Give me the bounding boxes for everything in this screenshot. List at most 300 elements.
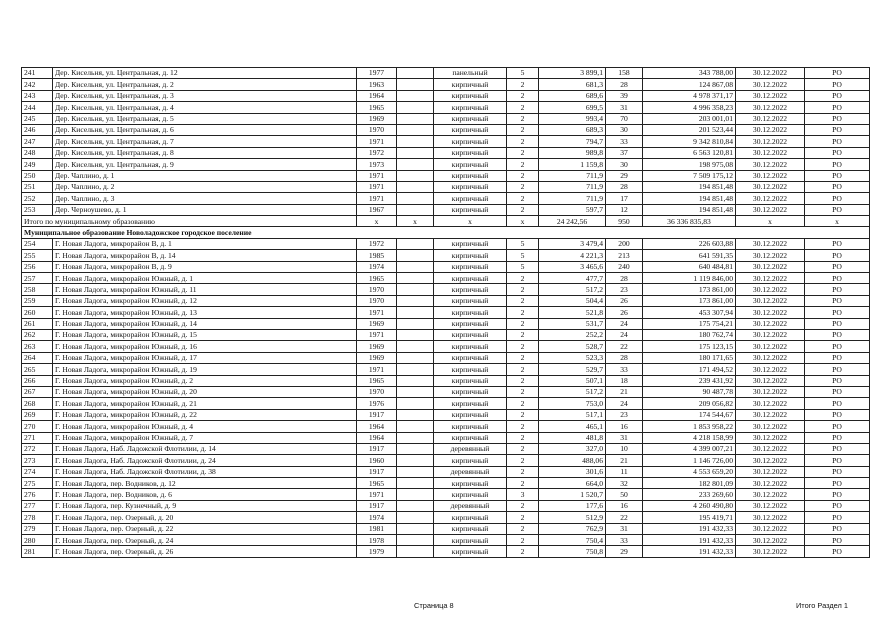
address-cell: Г. Новая Ладога, Наб. Ладожской Флотилии, д. 24 [53,455,357,466]
year-commissioned-cell [397,455,434,466]
floors-cell: 2 [507,500,539,511]
floors-cell: 2 [507,455,539,466]
year-commissioned-cell [397,307,434,318]
method-cell: РО [805,124,870,135]
row-number-cell: 270 [22,421,53,432]
subtotal-residents: 950 [606,216,643,227]
total-area-cell: 517,1 [539,409,606,420]
year-commissioned-cell [397,341,434,352]
year-built-cell: 1971 [357,307,397,318]
year-commissioned-cell [397,284,434,295]
wall-material-cell: кирпичный [434,512,507,523]
address-cell: Дер. Кисельня, ул. Центральная, д. 7 [53,136,357,147]
floors-cell: 2 [507,273,539,284]
wall-material-cell: деревянный [434,443,507,454]
table-row [22,466,870,477]
year-commissioned-cell [397,364,434,375]
table-row [22,500,870,511]
address-cell: Г. Новая Ладога, микрорайон Южный, д. 17 [53,352,357,363]
year-built-cell: 1969 [357,352,397,363]
total-area-cell: 597,7 [539,204,606,215]
method-cell: РО [805,443,870,454]
method-cell: РО [805,68,870,79]
section-header-row [22,227,870,238]
year-built-cell: 1969 [357,318,397,329]
table-row [22,295,870,306]
floors-cell: 2 [507,181,539,192]
address-cell: Г. Новая Ладога, микрорайон Южный, д. 2 [53,375,357,386]
planned-date-cell: 30.12.2022 [736,238,805,249]
residents-cell: 26 [606,295,643,306]
floors-cell: 2 [507,159,539,170]
year-commissioned-cell [397,523,434,534]
wall-material-cell: кирпичный [434,79,507,90]
estimated-cost-cell: 191 432,33 [643,546,736,557]
year-built-cell: 1969 [357,113,397,124]
year-built-cell: 1960 [357,455,397,466]
estimated-cost-cell: 239 431,92 [643,375,736,386]
year-commissioned-cell [397,68,434,79]
address-cell: Г. Новая Ладога, микрорайон Южный, д. 11 [53,284,357,295]
total-area-cell: 993,4 [539,113,606,124]
wall-material-cell: кирпичный [434,159,507,170]
table-row [22,523,870,534]
floors-cell: 5 [507,68,539,79]
wall-material-cell: кирпичный [434,455,507,466]
year-commissioned-cell [397,398,434,409]
wall-material-cell: кирпичный [434,204,507,215]
floors-cell: 2 [507,341,539,352]
total-area-cell: 488,06 [539,455,606,466]
planned-date-cell: 30.12.2022 [736,284,805,295]
table-row [22,147,870,158]
row-number-cell: 244 [22,102,53,113]
residents-cell: 26 [606,307,643,318]
total-area-cell: 531,7 [539,318,606,329]
planned-date-cell: 30.12.2022 [736,489,805,500]
table-row [22,113,870,124]
floors-cell: 2 [507,546,539,557]
row-number-cell: 251 [22,181,53,192]
register-sheet [21,67,869,558]
method-cell: РО [805,238,870,249]
wall-material-cell: кирпичный [434,181,507,192]
wall-material-cell: кирпичный [434,261,507,272]
table-row [22,136,870,147]
floors-cell: 2 [507,136,539,147]
method-cell: РО [805,398,870,409]
year-built-cell: 1971 [357,170,397,181]
estimated-cost-cell: 191 432,33 [643,535,736,546]
row-number-cell: 252 [22,193,53,204]
row-number-cell: 269 [22,409,53,420]
address-cell: Г. Новая Ладога, пер. Озерный, д. 20 [53,512,357,523]
method-cell: РО [805,147,870,158]
total-area-cell: 711,9 [539,181,606,192]
method-cell: РО [805,159,870,170]
total-area-cell: 3 899,1 [539,68,606,79]
planned-date-cell: 30.12.2022 [736,159,805,170]
total-area-cell: 699,5 [539,102,606,113]
wall-material-cell: кирпичный [434,250,507,261]
address-cell: Г. Новая Ладога, микрорайон Южный, д. 12 [53,295,357,306]
year-built-cell: 1917 [357,409,397,420]
method-cell: РО [805,364,870,375]
residents-cell: 21 [606,386,643,397]
subtotal-cell: х [357,216,397,227]
table-body-top [22,68,870,216]
subtotal-label: Итого по муниципальному образованию [22,216,357,227]
residents-cell: 70 [606,113,643,124]
year-commissioned-cell [397,386,434,397]
address-cell: Дер. Черноушево, д. 1 [53,204,357,215]
residents-cell: 28 [606,352,643,363]
planned-date-cell: 30.12.2022 [736,466,805,477]
row-number-cell: 242 [22,79,53,90]
subtotal-cell: х [805,216,870,227]
estimated-cost-cell: 4 553 659,20 [643,466,736,477]
estimated-cost-cell: 343 788,00 [643,68,736,79]
address-cell: Г. Новая Ладога, пер. Озерный, д. 22 [53,523,357,534]
table-row [22,170,870,181]
year-built-cell: 1981 [357,523,397,534]
estimated-cost-cell: 175 123,15 [643,341,736,352]
floors-cell: 2 [507,409,539,420]
year-built-cell: 1971 [357,489,397,500]
planned-date-cell: 30.12.2022 [736,341,805,352]
planned-date-cell: 30.12.2022 [736,478,805,489]
method-cell: РО [805,250,870,261]
floors-cell: 2 [507,466,539,477]
estimated-cost-cell: 6 563 120,81 [643,147,736,158]
floors-cell: 2 [507,318,539,329]
row-number-cell: 246 [22,124,53,135]
wall-material-cell: кирпичный [434,478,507,489]
estimated-cost-cell: 194 851,48 [643,204,736,215]
residents-cell: 30 [606,159,643,170]
planned-date-cell: 30.12.2022 [736,181,805,192]
floors-cell: 2 [507,147,539,158]
method-cell: РО [805,341,870,352]
residents-cell: 31 [606,102,643,113]
floors-cell: 5 [507,261,539,272]
year-built-cell: 1917 [357,466,397,477]
residents-cell: 33 [606,136,643,147]
year-commissioned-cell [397,489,434,500]
planned-date-cell: 30.12.2022 [736,364,805,375]
row-number-cell: 241 [22,68,53,79]
year-built-cell: 1972 [357,147,397,158]
wall-material-cell: кирпичный [434,170,507,181]
estimated-cost-cell: 1 853 958,22 [643,421,736,432]
row-number-cell: 247 [22,136,53,147]
row-number-cell: 277 [22,500,53,511]
year-commissioned-cell [397,466,434,477]
total-area-cell: 989,8 [539,147,606,158]
address-cell: Г. Новая Ладога, пер. Озерный, д. 24 [53,535,357,546]
residents-cell: 29 [606,546,643,557]
estimated-cost-cell: 180 171,65 [643,352,736,363]
total-area-cell: 517,2 [539,386,606,397]
floors-cell: 2 [507,352,539,363]
address-cell: Г. Новая Ладога, микрорайон В, д. 14 [53,250,357,261]
table-row [22,535,870,546]
total-area-cell: 301,6 [539,466,606,477]
year-built-cell: 1974 [357,512,397,523]
method-cell: РО [805,295,870,306]
total-area-cell: 689,3 [539,124,606,135]
row-number-cell: 274 [22,466,53,477]
residents-cell: 200 [606,238,643,249]
estimated-cost-cell: 4 218 158,99 [643,432,736,443]
table-row [22,443,870,454]
year-built-cell: 1917 [357,500,397,511]
floors-cell: 3 [507,489,539,500]
year-built-cell: 1970 [357,295,397,306]
planned-date-cell: 30.12.2022 [736,68,805,79]
planned-date-cell: 30.12.2022 [736,250,805,261]
total-area-cell: 750,4 [539,535,606,546]
wall-material-cell: кирпичный [434,523,507,534]
residents-cell: 29 [606,170,643,181]
row-number-cell: 259 [22,295,53,306]
year-built-cell: 1964 [357,432,397,443]
year-built-cell: 1976 [357,398,397,409]
table-row [22,546,870,557]
subtotal-cell: х [434,216,507,227]
table-row [22,489,870,500]
year-commissioned-cell [397,421,434,432]
page-number: Страница 8 [414,601,454,610]
total-area-cell: 753,0 [539,398,606,409]
method-cell: РО [805,421,870,432]
planned-date-cell: 30.12.2022 [736,295,805,306]
table-row [22,398,870,409]
total-area-cell: 664,0 [539,478,606,489]
method-cell: РО [805,523,870,534]
floors-cell: 2 [507,375,539,386]
estimated-cost-cell: 233 269,60 [643,489,736,500]
year-built-cell: 1965 [357,273,397,284]
floors-cell: 2 [507,523,539,534]
wall-material-cell: деревянный [434,466,507,477]
estimated-cost-cell: 175 754,21 [643,318,736,329]
floors-cell: 2 [507,512,539,523]
floors-cell: 5 [507,238,539,249]
row-number-cell: 260 [22,307,53,318]
planned-date-cell: 30.12.2022 [736,443,805,454]
planned-date-cell: 30.12.2022 [736,512,805,523]
residents-cell: 39 [606,90,643,101]
table-row [22,261,870,272]
residents-cell: 28 [606,181,643,192]
total-area-cell: 711,9 [539,170,606,181]
method-cell: РО [805,273,870,284]
estimated-cost-cell: 640 484,81 [643,261,736,272]
floors-cell: 2 [507,307,539,318]
planned-date-cell: 30.12.2022 [736,432,805,443]
wall-material-cell: кирпичный [434,136,507,147]
floors-cell: 2 [507,421,539,432]
address-cell: Г. Новая Ладога, Наб. Ладожской Флотилии, д. 14 [53,443,357,454]
row-number-cell: 278 [22,512,53,523]
row-number-cell: 272 [22,443,53,454]
subtotal-area: 24 242,56 [539,216,606,227]
address-cell: Г. Новая Ладога, микрорайон В, д. 1 [53,238,357,249]
address-cell: Дер. Кисельня, ул. Центральная, д. 4 [53,102,357,113]
address-cell: Дер. Кисельня, ул. Центральная, д. 2 [53,79,357,90]
year-commissioned-cell [397,90,434,101]
year-built-cell: 1970 [357,386,397,397]
total-area-cell: 512,9 [539,512,606,523]
planned-date-cell: 30.12.2022 [736,136,805,147]
table-row [22,273,870,284]
floors-cell: 2 [507,535,539,546]
address-cell: Дер. Чаплино, д. 2 [53,181,357,192]
method-cell: РО [805,181,870,192]
row-number-cell: 245 [22,113,53,124]
wall-material-cell: кирпичный [434,386,507,397]
subtotal-cell: х [736,216,805,227]
wall-material-cell: кирпичный [434,375,507,386]
estimated-cost-cell: 209 056,82 [643,398,736,409]
estimated-cost-cell: 1 146 726,00 [643,455,736,466]
table-row [22,181,870,192]
row-number-cell: 265 [22,364,53,375]
estimated-cost-cell: 7 509 175,12 [643,170,736,181]
year-commissioned-cell [397,329,434,340]
year-commissioned-cell [397,159,434,170]
wall-material-cell: кирпичный [434,273,507,284]
estimated-cost-cell: 201 523,44 [643,124,736,135]
planned-date-cell: 30.12.2022 [736,204,805,215]
address-cell: Г. Новая Ладога, микрорайон Южный, д. 13 [53,307,357,318]
year-built-cell: 1971 [357,136,397,147]
planned-date-cell: 30.12.2022 [736,500,805,511]
year-commissioned-cell [397,102,434,113]
address-cell: Г. Новая Ладога, микрорайон Южный, д. 7 [53,432,357,443]
row-number-cell: 258 [22,284,53,295]
year-built-cell: 1965 [357,478,397,489]
table-row [22,512,870,523]
address-cell: Г. Новая Ладога, микрорайон Южный, д. 1 [53,273,357,284]
floors-cell: 2 [507,386,539,397]
row-number-cell: 253 [22,204,53,215]
year-built-cell: 1964 [357,90,397,101]
year-built-cell: 1917 [357,443,397,454]
estimated-cost-cell: 194 851,48 [643,181,736,192]
address-cell: Г. Новая Ладога, микрорайон Южный, д. 19 [53,364,357,375]
year-commissioned-cell [397,535,434,546]
method-cell: РО [805,466,870,477]
year-built-cell: 1974 [357,261,397,272]
year-built-cell: 1964 [357,421,397,432]
estimated-cost-cell: 174 544,67 [643,409,736,420]
method-cell: РО [805,90,870,101]
floors-cell: 2 [507,432,539,443]
wall-material-cell: кирпичный [434,329,507,340]
method-cell: РО [805,79,870,90]
planned-date-cell: 30.12.2022 [736,193,805,204]
total-area-cell: 689,6 [539,90,606,101]
row-number-cell: 249 [22,159,53,170]
address-cell: Г. Новая Ладога, пер. Кузнечный, д. 9 [53,500,357,511]
method-cell: РО [805,546,870,557]
year-commissioned-cell [397,432,434,443]
year-built-cell: 1971 [357,181,397,192]
residents-cell: 22 [606,512,643,523]
wall-material-cell: кирпичный [434,295,507,306]
table-row [22,307,870,318]
housing-register-table [21,67,870,558]
method-cell: РО [805,500,870,511]
planned-date-cell: 30.12.2022 [736,386,805,397]
planned-date-cell: 30.12.2022 [736,409,805,420]
method-cell: РО [805,113,870,124]
total-area-cell: 3 465,6 [539,261,606,272]
table-row [22,364,870,375]
year-commissioned-cell [397,204,434,215]
year-commissioned-cell [397,478,434,489]
address-cell: Дер. Чаплино, д. 3 [53,193,357,204]
estimated-cost-cell: 203 001,01 [643,113,736,124]
residents-cell: 33 [606,535,643,546]
estimated-cost-cell: 195 419,71 [643,512,736,523]
planned-date-cell: 30.12.2022 [736,352,805,363]
wall-material-cell: кирпичный [434,432,507,443]
planned-date-cell: 30.12.2022 [736,455,805,466]
floors-cell: 2 [507,90,539,101]
residents-cell: 18 [606,375,643,386]
planned-date-cell: 30.12.2022 [736,273,805,284]
estimated-cost-cell: 173 861,00 [643,284,736,295]
residents-cell: 32 [606,478,643,489]
year-built-cell: 1967 [357,204,397,215]
table-row [22,478,870,489]
row-number-cell: 280 [22,535,53,546]
estimated-cost-cell: 4 399 007,21 [643,443,736,454]
address-cell: Г. Новая Ладога, пер. Озерный, д. 26 [53,546,357,557]
method-cell: РО [805,375,870,386]
total-area-cell: 750,8 [539,546,606,557]
wall-material-cell: кирпичный [434,102,507,113]
total-area-cell: 327,0 [539,443,606,454]
estimated-cost-cell: 171 494,52 [643,364,736,375]
method-cell: РО [805,432,870,443]
table-row [22,204,870,215]
wall-material-cell: кирпичный [434,113,507,124]
floors-cell: 2 [507,79,539,90]
table-row [22,102,870,113]
planned-date-cell: 30.12.2022 [736,113,805,124]
address-cell: Дер. Кисельня, ул. Центральная, д. 5 [53,113,357,124]
wall-material-cell: кирпичный [434,193,507,204]
section-total-label: Итого Раздел 1 [796,601,849,610]
wall-material-cell: кирпичный [434,307,507,318]
residents-cell: 158 [606,68,643,79]
floors-cell: 2 [507,364,539,375]
table-row [22,329,870,340]
table-body-bottom [22,238,870,557]
year-built-cell: 1971 [357,364,397,375]
wall-material-cell: кирпичный [434,398,507,409]
year-commissioned-cell [397,512,434,523]
wall-material-cell: деревянный [434,500,507,511]
year-commissioned-cell [397,352,434,363]
total-area-cell: 681,3 [539,79,606,90]
row-number-cell: 254 [22,238,53,249]
wall-material-cell: кирпичный [434,489,507,500]
